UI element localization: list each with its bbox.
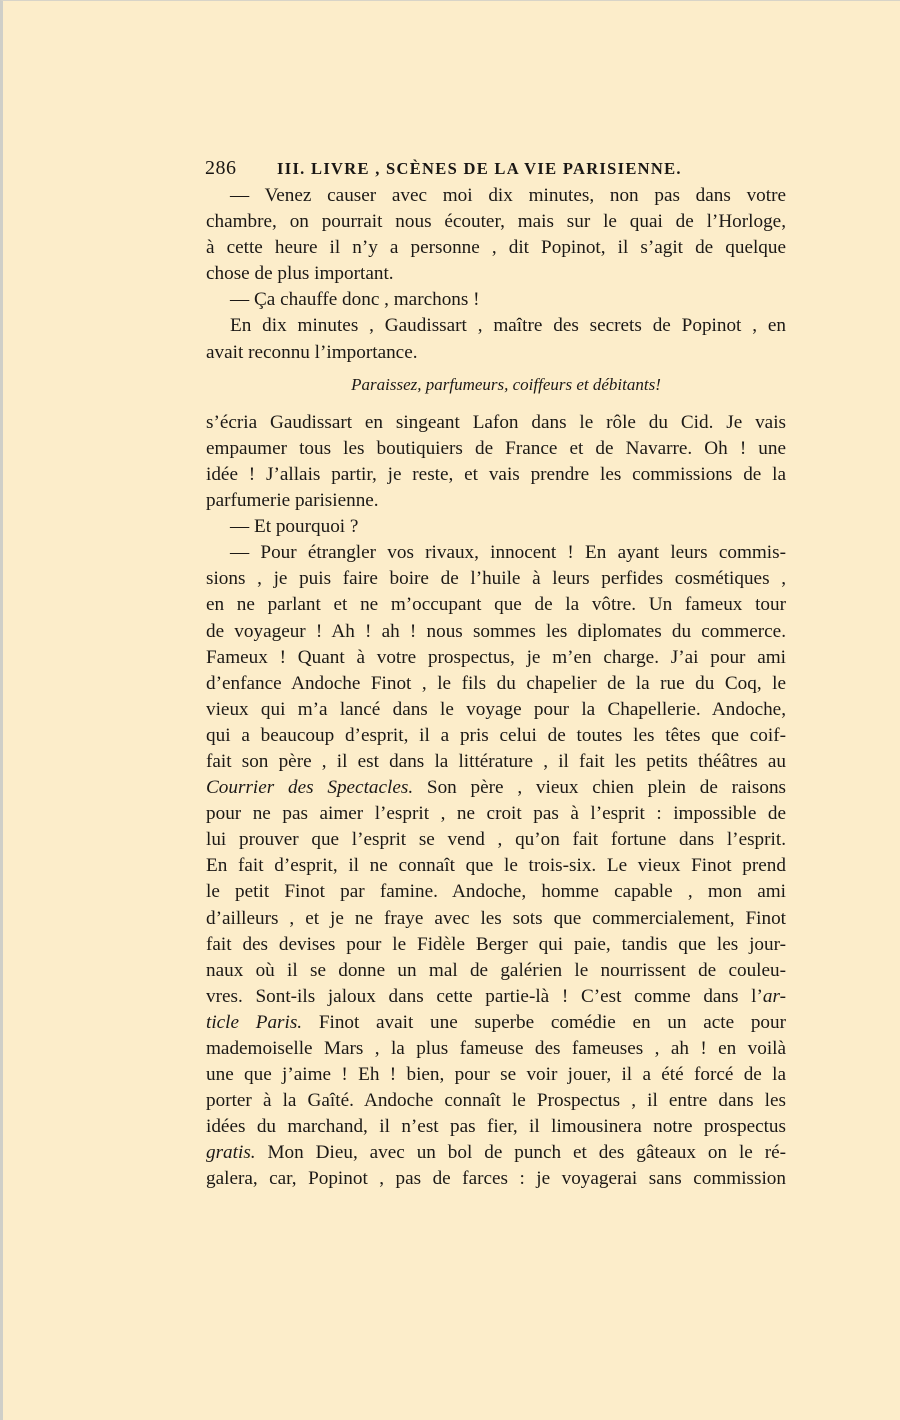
- line-text: Son père , vieux chien plein de raisons: [413, 777, 787, 799]
- text-line: [206, 209, 786, 235]
- line-text: s’écria Gaudissart en singeant Lafon dans le rôle du Cid. Je vais: [206, 411, 786, 433]
- text-line: [206, 853, 786, 879]
- line-text: une que j’aime ! Eh ! bien, pour se voir jouer, il a été forcé de la: [206, 1064, 786, 1086]
- line-text: lui prouver que l’esprit se vend , qu’on fait fortune dans l’esprit.: [206, 829, 786, 851]
- line-text: avait reconnu l’importance.: [206, 341, 418, 363]
- line-text: d’ailleurs , et je ne fraye avec les sots que commercialement, Finot: [206, 907, 786, 929]
- text-line: [206, 775, 786, 801]
- running-title: III. LIVRE , SCÈNES DE LA VIE PARISIENNE.: [277, 159, 682, 178]
- line-text: galera, car, Popinot , pas de farces : je voyagerai sans commission: [206, 1168, 786, 1190]
- text-line: [206, 287, 786, 313]
- text-line: [206, 1062, 786, 1088]
- text-line: [206, 749, 786, 775]
- line-text: mademoiselle Mars , la plus fameuse des fameuses , ah ! en voilà: [206, 1038, 786, 1059]
- line-text: parfumerie parisienne.: [206, 490, 379, 512]
- text-line: [206, 566, 786, 592]
- line-text: Finot avait une superbe comédie en un acte pour: [302, 1011, 786, 1033]
- text-line: [206, 410, 786, 436]
- text-line: [206, 592, 786, 618]
- line-text: naux où il se donne un mal de galérien le nourrissent de couleu-: [206, 959, 786, 981]
- text-line: [206, 235, 786, 261]
- line-text: Paraissez, parfumeurs, coiffeurs et débitants!: [351, 374, 661, 394]
- line-text: d’enfance Andoche Finot , le fils du chapelier de la rue du Coq, le: [206, 672, 786, 694]
- line-text: qui a beaucoup d’esprit, il a pris celui de toutes les têtes que coif-: [206, 724, 786, 746]
- body-text: [206, 183, 786, 1193]
- text-line: [206, 1010, 786, 1036]
- italic-title: Courrier des Spectacles.: [206, 777, 414, 799]
- line-text: idées du marchand, il n’est pas fier, il limousinera notre prospectus: [206, 1116, 786, 1138]
- text-line: [206, 340, 786, 366]
- text-line: [206, 671, 786, 697]
- text-line: [206, 723, 786, 749]
- text-line: [206, 1166, 786, 1192]
- text-line: [206, 1140, 786, 1166]
- text-line: [206, 619, 786, 645]
- line-text: pour ne pas aimer l’esprit , ne croit pas à l’esprit : impossible de: [206, 803, 786, 825]
- line-text: — Ça chauffe donc , marchons !: [230, 289, 480, 311]
- line-text: vres. Sont-ils jaloux dans cette partie-là ! C’est comme dans l’: [206, 985, 763, 1007]
- text-line: [206, 183, 786, 209]
- line-text: de voyageur ! Ah ! ah ! nous sommes les diplomates du commerce.: [206, 620, 786, 642]
- line-text: idée ! J’allais partir, je reste, et vais prendre les commissions de la: [206, 463, 786, 485]
- line-text: — Venez causer avec moi dix minutes, non pas dans votre: [230, 185, 786, 206]
- text-line: [206, 261, 786, 287]
- text-line: [206, 1088, 786, 1114]
- line-text: Fameux ! Quant à votre prospectus, je m’en charge. J’ai pour ami: [206, 646, 786, 668]
- page-header: [205, 157, 787, 181]
- line-text: le petit Finot par famine. Andoche, homme capable , mon ami: [206, 881, 786, 903]
- text-line: [206, 697, 786, 723]
- italic-title: ticle Paris.: [206, 1011, 303, 1033]
- text-line: [206, 1036, 786, 1062]
- line-text: Mon Dieu, avec un bol de punch et des gâteaux on le ré-: [255, 1142, 786, 1164]
- text-line: [206, 436, 786, 462]
- text-line: [206, 488, 786, 514]
- text-line: [206, 879, 786, 905]
- line-text: sions , je puis faire boire de l’huile à leurs perfides cosmétiques ,: [206, 568, 786, 590]
- line-text: En dix minutes , Gaudissart , maître des secrets de Popinot , en: [230, 315, 786, 337]
- text-line: [206, 540, 786, 566]
- line-text: chambre, on pourrait nous écouter, mais sur le quai de l’Horloge,: [206, 211, 786, 233]
- text-line: [206, 645, 786, 671]
- page-number: 286: [205, 157, 237, 179]
- line-text: En fait d’esprit, il ne connaît que le trois-six. Le vieux Finot prend: [206, 855, 786, 877]
- line-text: fait des devises pour le Fidèle Berger qui paie, tandis que les jour-: [206, 933, 786, 955]
- text-line: [206, 462, 786, 488]
- text-line: [206, 1114, 786, 1140]
- text-line: [206, 932, 786, 958]
- line-text: empaumer tous les boutiquiers de France et de Navarre. Oh ! une: [206, 437, 786, 459]
- epigraph-line: [206, 372, 786, 398]
- line-text: porter à la Gaîté. Andoche connaît le Prospectus , il entre dans les: [206, 1090, 786, 1112]
- line-text: vieux qui m’a lancé dans le voyage pour la Chapellerie. Andoche,: [206, 698, 786, 720]
- line-text: — Et pourquoi ?: [230, 516, 359, 538]
- text-line: [206, 984, 786, 1010]
- text-line: [206, 958, 786, 984]
- text-line: [206, 801, 786, 827]
- text-line: [206, 514, 786, 540]
- italic-title: gratis.: [206, 1142, 256, 1164]
- text-line: [206, 313, 786, 339]
- text-line: [206, 906, 786, 932]
- line-text: à cette heure il n’y a personne , dit Popinot, il s’agit de quelque: [206, 237, 786, 259]
- line-text: en ne parlant et ne m’occupant que de la vôtre. Un fameux tour: [206, 594, 786, 616]
- italic-fragment: ar-: [762, 985, 786, 1007]
- line-text: — Pour étrangler vos rivaux, innocent ! En ayant leurs commis-: [230, 542, 786, 564]
- line-text: chose de plus important.: [206, 263, 394, 285]
- line-text: fait son père , il est dans la littérature , il fait les petits théâtres au: [206, 750, 786, 772]
- text-line: [206, 827, 786, 853]
